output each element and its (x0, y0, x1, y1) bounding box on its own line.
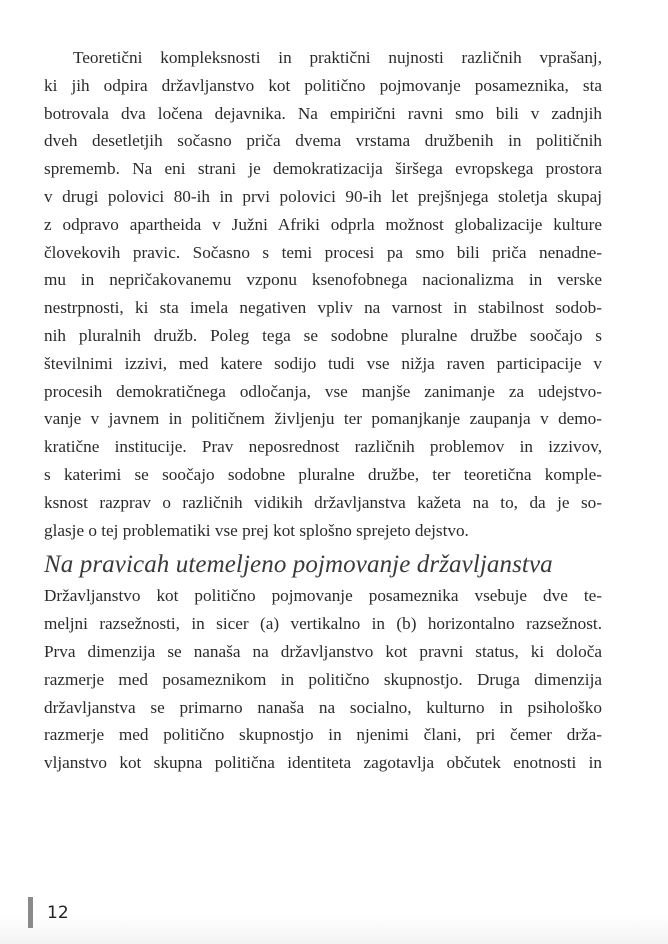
page-footer (28, 897, 69, 928)
text-line: vljanstvo kot skupna politična identiteta zagotavlja občutek enotnosti in (44, 753, 602, 773)
text-line: glasje o tej problematiki vse prej kot splošno sprejeto dejstvo. (44, 520, 469, 540)
text-line: botrovala dva ločena dejavnika. Na empirični ravni smo bili v zadnjih (44, 103, 602, 123)
text-line: procesih demokratičnega odločanja, vse manjše zanimanje za udejstvo- (44, 381, 602, 401)
text-line: Prva dimenzija se nanaša na državljanstvo kot pravni status, ki določa (44, 641, 602, 661)
paragraph-citizenship (44, 582, 602, 777)
section-heading: Na pravicah utemeljeno pojmovanje državljanstva (44, 551, 553, 579)
text-line: s katerimi se soočajo sodobne pluralne družbe, ter teoretična komple- (44, 464, 602, 484)
text-line: številnimi izzivi, med katere sodijo tudi vse nižja raven participacije v (44, 353, 602, 373)
text-line: nih pluralnih družb. Poleg tega se sodobne pluralne družbe soočajo s (44, 325, 602, 345)
text-line: dveh desetletjih sočasno priča dvema vrstama družbenih in političnih (44, 131, 602, 151)
text-line: meljni razsežnosti, in sicer (a) vertikalno in (b) horizontalno razsežnost. (44, 614, 602, 634)
text-line: razmerje med politično skupnostjo in njenimi člani, pri čemer drža- (44, 725, 602, 745)
text-line: ki jih odpira državljanstvo kot politično pojmovanje posameznika, sta (44, 75, 602, 95)
text-line: v drugi polovici 80-ih in prvi polovici 90-ih let prejšnjega stoletja skupaj (44, 186, 602, 206)
text-line: Teoretični kompleksnosti in praktični nujnosti različnih vprašanj, (73, 48, 602, 67)
text-line: mu in nepričakovanemu vzponu ksenofobnega nacionalizma in verske (44, 270, 602, 290)
text-line: razmerje med posameznikom in politično skupnostjo. Druga dimenzija (44, 669, 602, 689)
text-line: kratične institucije. Prav neposrednost različnih problemov in izzivov, (44, 437, 602, 457)
paragraph-intro (44, 44, 602, 544)
page-number-bar (28, 897, 33, 928)
text-line: z odpravo apartheida v Južni Afriki odprla možnost globalizacije kulture (44, 214, 602, 234)
page-number: 12 (47, 902, 69, 923)
text-line: sprememb. Na eni strani je demokratizacija širšega evropskega prostora (44, 159, 602, 179)
text-line: nestrpnosti, ki sta imela negativen vpliv na varnost in stabilnost sodob- (44, 298, 602, 318)
text-line: Državljanstvo kot politično pojmovanje posameznika vsebuje dve te- (44, 586, 602, 606)
text-line: državljanstva se primarno nanaša na socialno, kulturno in psihološko (44, 697, 602, 717)
text-line: vanje v javnem in političnem življenju ter pomanjkanje zaupanja v demo- (44, 409, 602, 429)
text-column (44, 44, 602, 777)
text-line: ksnost razprav o različnih vidikih državljanstva kažeta na to, da je so- (44, 492, 602, 512)
text-line: človekovih pravic. Sočasno s temi procesi pa smo bili priča nenadne- (44, 242, 602, 262)
